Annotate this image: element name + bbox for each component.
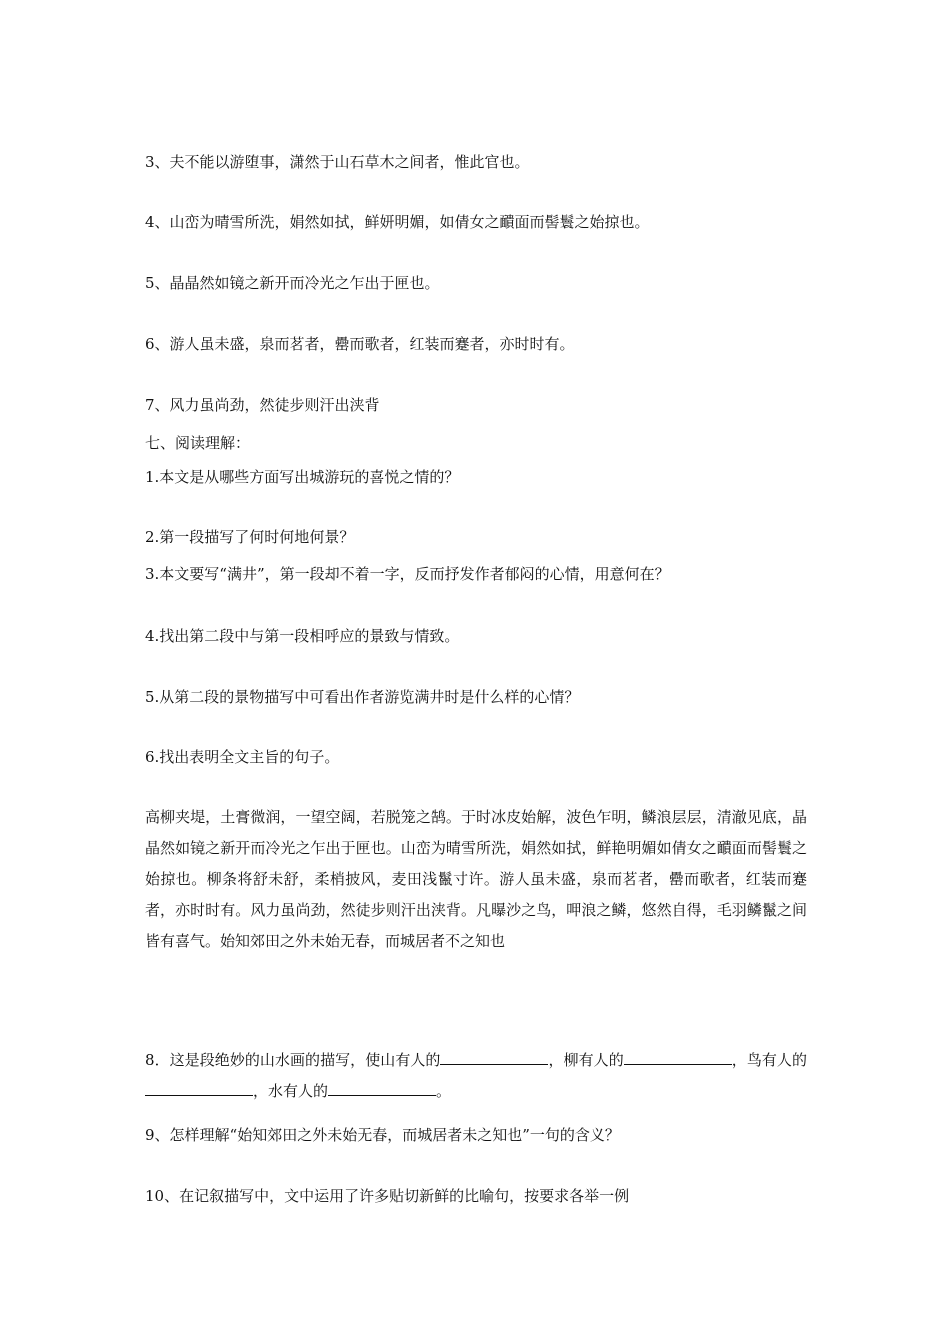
question-8-text-5: 。 (436, 1082, 452, 1100)
question-8-text-1: 8．这是段绝妙的山水画的描写，使山有人的 (145, 1051, 441, 1069)
question-8-text-3: ，鸟有人的 (731, 1051, 807, 1069)
question-6: 6.找出表明全文主旨的句子。 (145, 748, 340, 766)
question-5: 5.从第二段的景物描写中可看出作者游览满井时是什么样的心情？ (145, 688, 580, 706)
translation-item-7: 7、风力虽尚劲，然徒步则汗出浃背 (145, 396, 380, 414)
answer-blank-1[interactable] (440, 1050, 548, 1065)
question-2: 2.第一段描写了何时何地何景？ (145, 528, 355, 546)
answer-blank-3[interactable] (145, 1081, 253, 1096)
answer-blank-4[interactable] (328, 1081, 436, 1096)
question-10: 10、在记叙描写中，文中运用了许多贴切新鲜的比喻句，按要求各举一例 (145, 1187, 630, 1205)
question-3: 3.本文要写“满井”，第一段却不着一字，反而抒发作者郁闷的心情，用意何在？ (145, 565, 670, 583)
question-8-text-2: ，柳有人的 (548, 1051, 624, 1069)
section-heading: 七、阅读理解： (145, 434, 251, 452)
translation-item-6: 6、游人虽未盛，泉而茗者，罍而歌者，红装而蹇者，亦时时有。 (145, 335, 575, 353)
translation-item-4: 4、山峦为晴雪所洗，娟然如拭，鲜妍明媚，如倩女之靧面而髻鬟之始掠也。 (145, 213, 650, 231)
question-1: 1.本文是从哪些方面写出城游玩的喜悦之情的？ (145, 468, 460, 486)
question-8-text-4: ，水有人的 (253, 1082, 329, 1100)
question-9: 9、怎样理解“始知郊田之外未始无春，而城居者未之知也”一句的含义？ (145, 1126, 620, 1144)
answer-blank-2[interactable] (624, 1050, 732, 1065)
translation-item-3: 3、夫不能以游堕事，潇然于山石草木之间者，惟此官也。 (145, 153, 530, 171)
question-4: 4.找出第二段中与第一段相呼应的景致与情致。 (145, 627, 460, 645)
passage: 高柳夹堤，土膏微润，一望空阔，若脱笼之鹄。于时冰皮始解，波色乍明，鳞浪层层，清澈见底，晶晶然如镜之新开而冷光之乍出于匣也。山峦为晴雪所洗，娟然如拭，鲜艳明媚如倩女之靧面而髻鬟之始掠也。柳条将舒未舒，柔梢披风，麦田浅鬣寸许。游人虽未盛，泉而茗者，罍而歌者，红装而蹇者，亦时时有。风力虽尚劲，然徒步则汗出浃背。凡曝沙之鸟，呷浪之鳞，悠然自得，毛羽鳞鬣之间皆有喜气。始知郊田之外未始无春，而城居者不之知也 (145, 808, 807, 950)
translation-item-5: 5、晶晶然如镜之新开而冷光之乍出于匣也。 (145, 274, 440, 292)
question-8 (145, 1045, 807, 1107)
